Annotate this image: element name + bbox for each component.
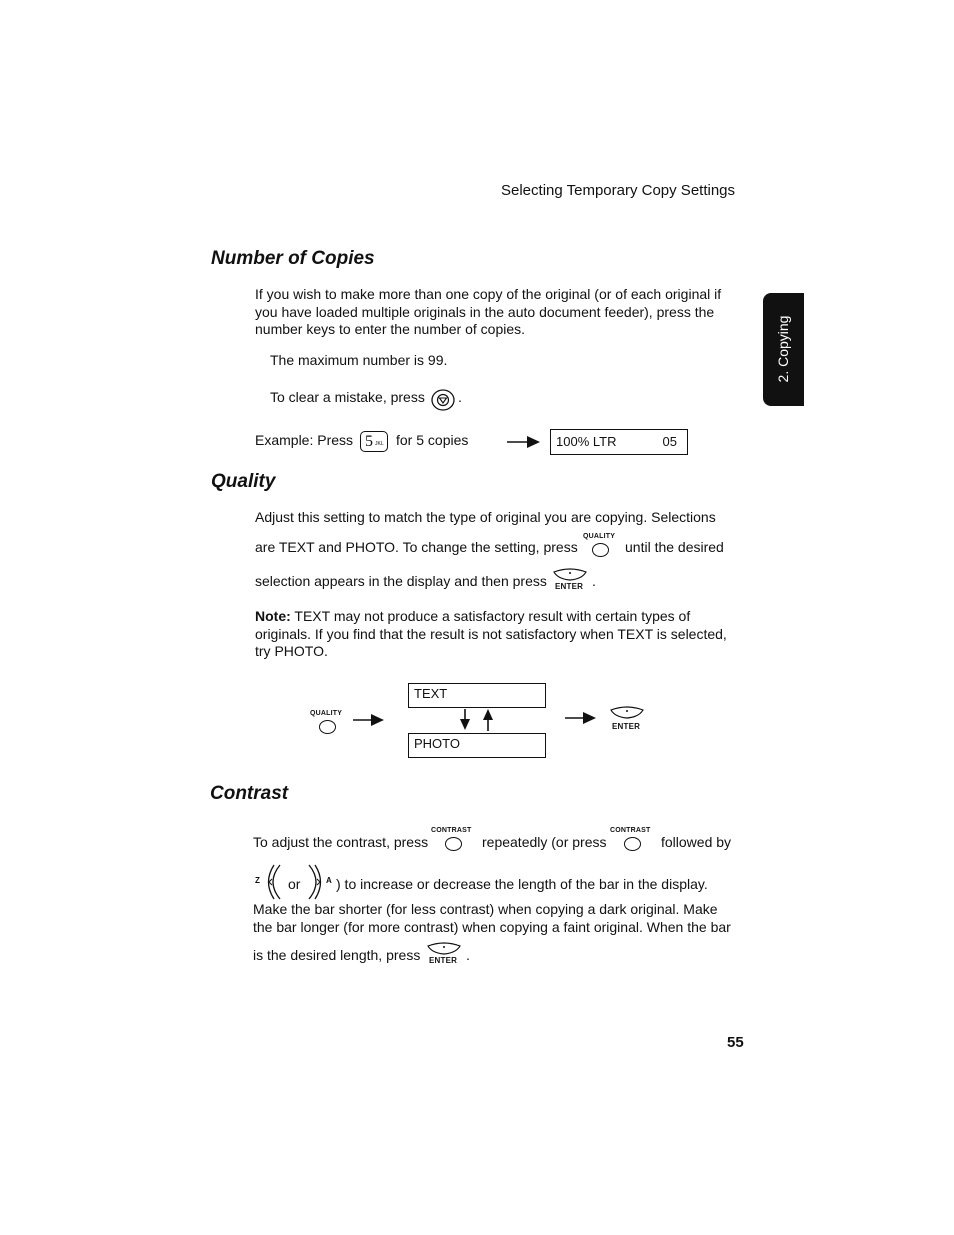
a-key-letter: A bbox=[326, 876, 332, 885]
quality-line-3-prefix: selection appears in the display and then press bbox=[255, 573, 547, 589]
contrast-enter-label: ENTER bbox=[429, 956, 458, 965]
side-tab bbox=[763, 293, 804, 406]
quality-line-3-suffix: . bbox=[592, 573, 596, 589]
contrast-line-1-mid: repeatedly (or press bbox=[482, 834, 607, 850]
key-letters: JKL bbox=[375, 441, 384, 447]
quality-key-oval bbox=[592, 543, 609, 557]
diagram-quality-oval bbox=[319, 720, 336, 734]
copies-paragraph: If you wish to make more than one copy of the original (or of each original if you have loaded multiple originals in the auto document feeder), press the number keys to enter the number of copies. bbox=[255, 286, 722, 337]
key-digit: 5 bbox=[365, 433, 373, 450]
arrow-right-icon bbox=[565, 711, 597, 725]
right-arrow-key-icon bbox=[306, 864, 326, 900]
quality-note bbox=[255, 608, 735, 661]
contrast-key-label: CONTRAST bbox=[431, 827, 472, 834]
contrast-line-3: Make the bar shorter (for less contrast) when copying a dark original. Make the bar longer (for more contrast) when copying a faint original. When the bar bbox=[253, 901, 731, 935]
quality-line-1: Adjust this setting to match the type of original you are copying. Selections bbox=[255, 509, 716, 525]
display-right: 05 bbox=[662, 434, 677, 449]
display-photo-option: PHOTO bbox=[408, 733, 546, 758]
copies-display bbox=[550, 429, 688, 455]
contrast-key-oval bbox=[445, 837, 462, 851]
note-label: Note: bbox=[255, 608, 291, 624]
diagram-enter-label: ENTER bbox=[612, 722, 641, 731]
number-5-key-icon bbox=[360, 431, 388, 452]
contrast-key-icon bbox=[431, 827, 477, 855]
example-suffix: for 5 copies bbox=[396, 432, 469, 448]
note-text: TEXT may not produce a satisfactory result with certain types of originals. If you find that the result is not satisfactory when TEXT is selected, try PHOTO. bbox=[255, 608, 727, 659]
quality-key-icon bbox=[583, 533, 619, 559]
contrast-key-icon-2 bbox=[610, 827, 656, 855]
display-text-option: TEXT bbox=[408, 683, 546, 708]
arrow-right-icon bbox=[507, 435, 541, 449]
or-text: or bbox=[288, 876, 301, 892]
enter-key-icon bbox=[552, 568, 590, 594]
contrast-line-4-prefix: is the desired length, press bbox=[253, 947, 421, 963]
contrast-line-1-suffix: followed by bbox=[661, 834, 732, 850]
copies-clear-text: To clear a mistake, press bbox=[270, 389, 425, 405]
diagram-quality-key-icon bbox=[310, 710, 346, 738]
copies-clear-period: . bbox=[458, 389, 462, 405]
section-heading-contrast: Contrast bbox=[210, 783, 289, 804]
diagram-enter-key-icon bbox=[609, 706, 647, 734]
diagram-quality-label: QUALITY bbox=[310, 710, 343, 717]
arrow-up-icon bbox=[482, 709, 494, 731]
quality-line-2-suffix: until the desired bbox=[625, 539, 724, 555]
contrast-key-oval-2 bbox=[624, 837, 641, 851]
example-text: Example: Press bbox=[255, 432, 354, 448]
contrast-line-1-prefix: To adjust the contrast, press bbox=[253, 834, 429, 850]
arrow-down-icon bbox=[459, 709, 471, 731]
enter-key-label: ENTER bbox=[555, 582, 584, 591]
copies-max-note: The maximum number is 99. bbox=[270, 352, 448, 368]
left-arrow-key-icon bbox=[263, 864, 283, 900]
contrast-key-label-2: CONTRAST bbox=[610, 827, 651, 834]
stop-key-icon bbox=[431, 389, 455, 411]
page-number: 55 bbox=[727, 1034, 744, 1051]
quality-key-label: QUALITY bbox=[583, 533, 616, 540]
arrow-right-icon bbox=[353, 713, 385, 727]
contrast-line-2: ) to increase or decrease the length of the bar in the display. bbox=[336, 876, 708, 892]
contrast-line-4-suffix: . bbox=[466, 947, 470, 963]
section-heading-copies: Number of Copies bbox=[211, 248, 375, 269]
side-tab-label: 2. Copying bbox=[775, 315, 791, 383]
z-key-letter: Z bbox=[255, 876, 261, 885]
running-header: Selecting Temporary Copy Settings bbox=[501, 182, 736, 199]
contrast-enter-key-icon bbox=[426, 942, 464, 968]
display-left: 100% LTR bbox=[556, 434, 617, 449]
section-heading-quality: Quality bbox=[211, 471, 276, 492]
quality-line-2-prefix: are TEXT and PHOTO. To change the setting, press bbox=[255, 539, 578, 555]
